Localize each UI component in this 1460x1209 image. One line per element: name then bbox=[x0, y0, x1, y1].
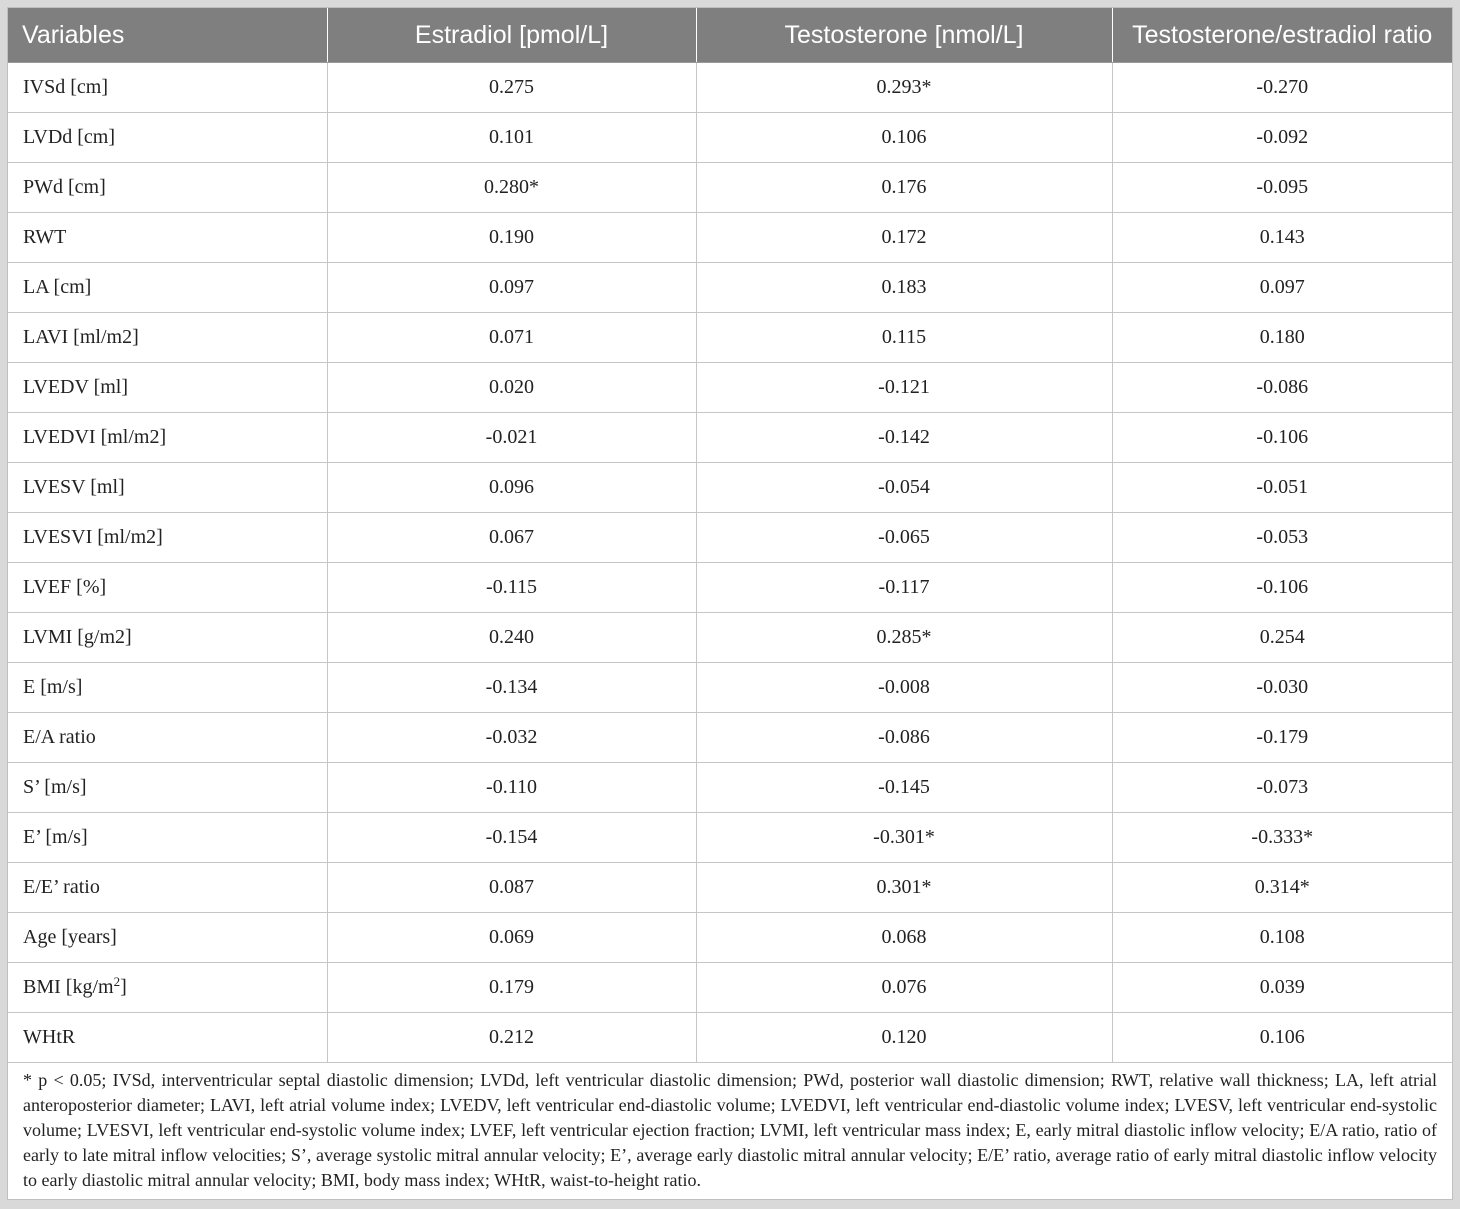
cell-estradiol: -0.134 bbox=[327, 663, 696, 713]
table-row bbox=[8, 1013, 1452, 1063]
cell-ratio: -0.073 bbox=[1112, 763, 1452, 813]
cell-ratio: 0.143 bbox=[1112, 213, 1452, 263]
cell-ratio: 0.106 bbox=[1112, 1013, 1452, 1063]
table-row bbox=[8, 63, 1452, 113]
table-row bbox=[8, 863, 1452, 913]
cell-testosterone: 0.176 bbox=[696, 163, 1112, 213]
cell-ratio: 0.314* bbox=[1112, 863, 1452, 913]
cell-estradiol: 0.240 bbox=[327, 613, 696, 663]
cell-ratio: -0.092 bbox=[1112, 113, 1452, 163]
cell-estradiol: 0.067 bbox=[327, 513, 696, 563]
cell-testosterone: 0.076 bbox=[696, 963, 1112, 1013]
cell-testosterone: -0.008 bbox=[696, 663, 1112, 713]
cell-estradiol: 0.280* bbox=[327, 163, 696, 213]
cell-testosterone: 0.285* bbox=[696, 613, 1112, 663]
cell-ratio: 0.254 bbox=[1112, 613, 1452, 663]
cell-ratio: -0.179 bbox=[1112, 713, 1452, 763]
table-row bbox=[8, 413, 1452, 463]
cell-ratio: -0.106 bbox=[1112, 563, 1452, 613]
table-footnote: * p < 0.05; IVSd, interventricular septal diastolic dimension; LVDd, left ventricular diastolic dimension; PWd, posterior wall diastolic dimension; RWT, relative wall thickness; LA, left atrial anteroposterior diameter; LAVI, left atrial volume index; LVEDV, left ventricular end-diastolic volume; LVEDVI, left ventricular end-diastolic volume index; LVESV, left ventricular end-systolic volume; LVESVI, left ventricular end-systolic volume index; LVEF, left ventricular ejection fraction; LVMI, left ventricular mass index; E, early mitral diastolic inflow velocity; E/A ratio, ratio of early to late mitral inflow velocities; S’, average systolic mitral annular velocity; E’, average early diastolic mitral annular velocity; E/E’ ratio, average ratio of early mitral diastolic inflow velocity to early diastolic mitral annular velocity; BMI, body mass index; WHtR, waist-to-height ratio. bbox=[23, 1070, 1437, 1190]
cell-ratio: -0.053 bbox=[1112, 513, 1452, 563]
cell-estradiol: 0.020 bbox=[327, 363, 696, 413]
table-header-row bbox=[8, 8, 1452, 63]
table-row bbox=[8, 663, 1452, 713]
cell-ratio: 0.097 bbox=[1112, 263, 1452, 313]
row-label: LVEDVI [ml/m2] bbox=[8, 413, 327, 463]
row-label: LVESVI [ml/m2] bbox=[8, 513, 327, 563]
header-ratio: Testosterone/estradiol ratio bbox=[1112, 8, 1452, 63]
cell-ratio: -0.086 bbox=[1112, 363, 1452, 413]
row-label: RWT bbox=[8, 213, 327, 263]
row-label: S’ [m/s] bbox=[8, 763, 327, 813]
table-row bbox=[8, 613, 1452, 663]
cell-testosterone: -0.142 bbox=[696, 413, 1112, 463]
table-row bbox=[8, 463, 1452, 513]
row-label: LAVI [ml/m2] bbox=[8, 313, 327, 363]
table-row bbox=[8, 113, 1452, 163]
cell-testosterone: 0.293* bbox=[696, 63, 1112, 113]
cell-estradiol: 0.097 bbox=[327, 263, 696, 313]
cell-estradiol: 0.087 bbox=[327, 863, 696, 913]
cell-testosterone: -0.145 bbox=[696, 763, 1112, 813]
table-row bbox=[8, 263, 1452, 313]
cell-testosterone: -0.086 bbox=[696, 713, 1112, 763]
table-row bbox=[8, 813, 1452, 863]
cell-estradiol: 0.212 bbox=[327, 1013, 696, 1063]
cell-estradiol: 0.071 bbox=[327, 313, 696, 363]
cell-estradiol: 0.096 bbox=[327, 463, 696, 513]
cell-estradiol: 0.275 bbox=[327, 63, 696, 113]
cell-estradiol: 0.069 bbox=[327, 913, 696, 963]
cell-testosterone: 0.106 bbox=[696, 113, 1112, 163]
row-label: LVEDV [ml] bbox=[8, 363, 327, 413]
cell-ratio: 0.180 bbox=[1112, 313, 1452, 363]
cell-testosterone: -0.054 bbox=[696, 463, 1112, 513]
cell-ratio: -0.051 bbox=[1112, 463, 1452, 513]
cell-estradiol: 0.101 bbox=[327, 113, 696, 163]
correlation-table bbox=[8, 8, 1452, 1063]
row-label: E/E’ ratio bbox=[8, 863, 327, 913]
row-label: WHtR bbox=[8, 1013, 327, 1063]
cell-estradiol: 0.179 bbox=[327, 963, 696, 1013]
table-row bbox=[8, 913, 1452, 963]
table-row bbox=[8, 163, 1452, 213]
table-row bbox=[8, 763, 1452, 813]
row-label: E/A ratio bbox=[8, 713, 327, 763]
table-frame bbox=[7, 7, 1453, 1200]
header-variables: Variables bbox=[8, 8, 327, 63]
cell-testosterone: -0.121 bbox=[696, 363, 1112, 413]
cell-testosterone: 0.172 bbox=[696, 213, 1112, 263]
row-label bbox=[8, 963, 327, 1013]
cell-testosterone: 0.301* bbox=[696, 863, 1112, 913]
table-row bbox=[8, 513, 1452, 563]
row-label-prefix: BMI [kg/m bbox=[23, 976, 114, 998]
cell-testosterone: -0.301* bbox=[696, 813, 1112, 863]
table-row bbox=[8, 713, 1452, 763]
cell-ratio: -0.095 bbox=[1112, 163, 1452, 213]
cell-testosterone: 0.183 bbox=[696, 263, 1112, 313]
cell-ratio: -0.106 bbox=[1112, 413, 1452, 463]
cell-testosterone: 0.115 bbox=[696, 313, 1112, 363]
table-row bbox=[8, 563, 1452, 613]
cell-ratio: -0.030 bbox=[1112, 663, 1452, 713]
cell-estradiol: -0.110 bbox=[327, 763, 696, 813]
row-label: PWd [cm] bbox=[8, 163, 327, 213]
cell-testosterone: 0.120 bbox=[696, 1013, 1112, 1063]
row-label: LVESV [ml] bbox=[8, 463, 327, 513]
cell-ratio: 0.039 bbox=[1112, 963, 1452, 1013]
row-label: LA [cm] bbox=[8, 263, 327, 313]
table-row bbox=[8, 963, 1452, 1013]
row-label: Age [years] bbox=[8, 913, 327, 963]
table-row bbox=[8, 313, 1452, 363]
row-label: E’ [m/s] bbox=[8, 813, 327, 863]
header-estradiol: Estradiol [pmol/L] bbox=[327, 8, 696, 63]
cell-ratio: -0.270 bbox=[1112, 63, 1452, 113]
row-label: LVDd [cm] bbox=[8, 113, 327, 163]
cell-testosterone: -0.117 bbox=[696, 563, 1112, 613]
cell-estradiol: -0.154 bbox=[327, 813, 696, 863]
row-label-superscript: 2 bbox=[113, 974, 121, 989]
cell-estradiol: -0.115 bbox=[327, 563, 696, 613]
row-label: LVEF [%] bbox=[8, 563, 327, 613]
cell-testosterone: -0.065 bbox=[696, 513, 1112, 563]
cell-testosterone: 0.068 bbox=[696, 913, 1112, 963]
row-label-suffix: ] bbox=[120, 976, 127, 998]
table-row bbox=[8, 213, 1452, 263]
row-label: IVSd [cm] bbox=[8, 63, 327, 113]
row-label: E [m/s] bbox=[8, 663, 327, 713]
cell-estradiol: -0.021 bbox=[327, 413, 696, 463]
cell-estradiol: 0.190 bbox=[327, 213, 696, 263]
header-testosterone: Testosterone [nmol/L] bbox=[696, 8, 1112, 63]
cell-ratio: -0.333* bbox=[1112, 813, 1452, 863]
row-label: LVMI [g/m2] bbox=[8, 613, 327, 663]
table-row bbox=[8, 363, 1452, 413]
cell-ratio: 0.108 bbox=[1112, 913, 1452, 963]
cell-estradiol: -0.032 bbox=[327, 713, 696, 763]
